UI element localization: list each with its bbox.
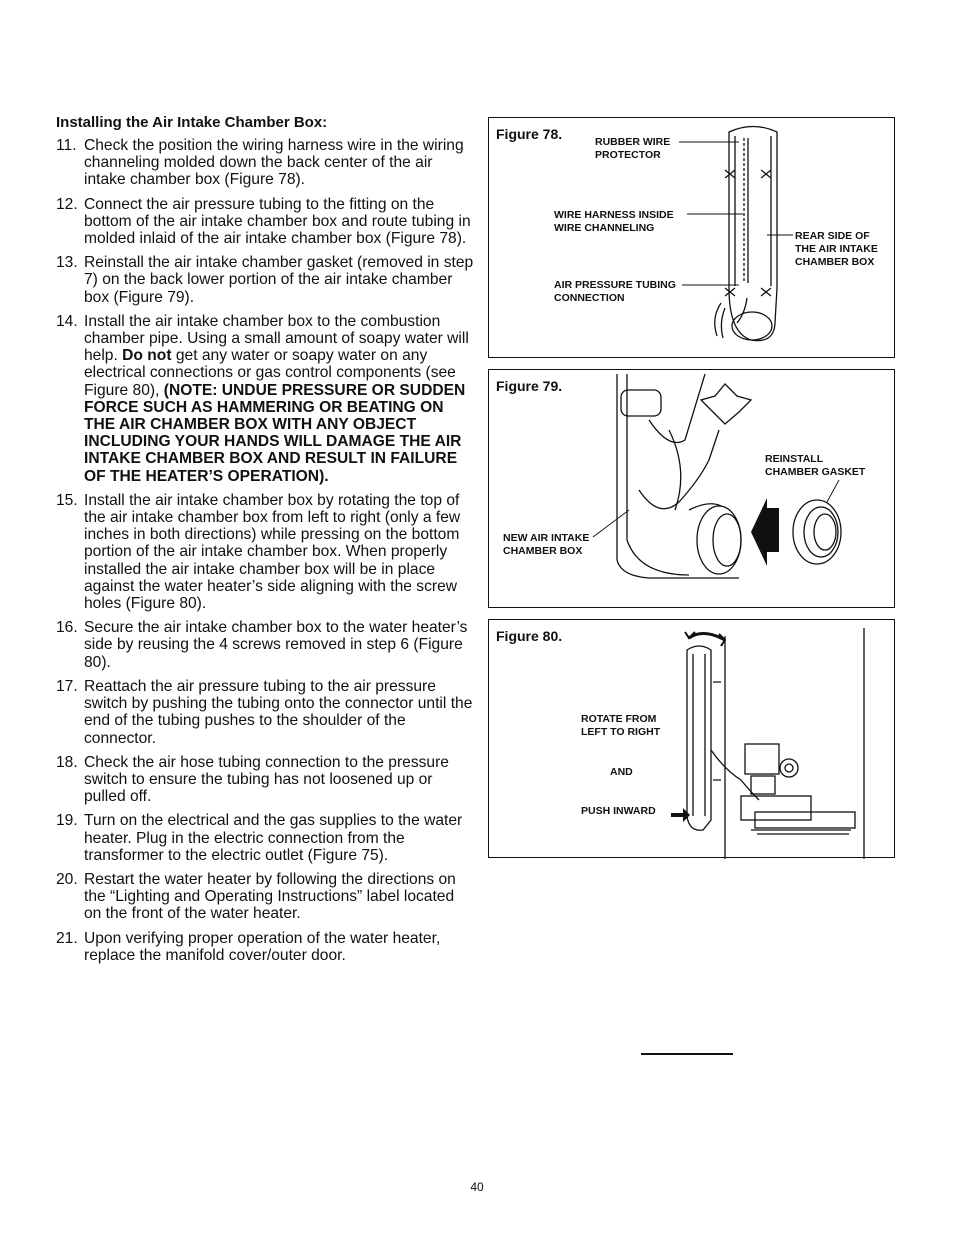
step-17 bbox=[56, 678, 474, 747]
step-number: 21. bbox=[56, 929, 78, 947]
instructions-column bbox=[56, 114, 474, 971]
step-15 bbox=[56, 492, 474, 612]
label-air-pressure-tubing: AIR PRESSURE TUBING CONNECTION bbox=[554, 279, 676, 304]
step-number: 17. bbox=[56, 677, 78, 695]
step-text: Check the position the wiring harness wire in the wiring channeling molded down the back center of the air intake chamber box (Figure 78). bbox=[84, 137, 464, 189]
step-18 bbox=[56, 754, 474, 806]
figure-title: Figure 78. bbox=[496, 126, 563, 142]
step-text: Turn on the electrical and the gas supplies to the water heater. Plug in the electric connection from the transformer to the electric outlet (Figure 75). bbox=[84, 812, 463, 864]
step-text: Install the air intake chamber box by rotating the top of the air intake chamber box from left to right (only a few inches in both directions) while pressing on the bottom portion of the air intake chamber box. When properly installed the air intake chamber box will be in place against the water heater’s side aligning with the screw holes (Figure 80). bbox=[84, 491, 461, 613]
step-12 bbox=[56, 196, 474, 248]
step-text: Secure the air intake chamber box to the water heater’s side by reusing the 4 screws removed in step 6 (Figure 80). bbox=[84, 619, 468, 671]
step-text: Restart the water heater by following the directions on the “Lighting and Operating Instructions” label located on the front of the water heater. bbox=[84, 870, 456, 923]
horizontal-rule bbox=[641, 1053, 733, 1055]
page-number: 40 bbox=[470, 1180, 484, 1194]
label-rubber-wire-protector: RUBBER WIRE PROTECTOR bbox=[595, 136, 671, 161]
step-text: Check the air hose tubing connection to the pressure switch to ensure the tubing has not loosened up or pulled off. bbox=[84, 753, 449, 806]
section-heading: Installing the Air Intake Chamber Box: bbox=[56, 114, 328, 131]
step-bold-do-not: Do not bbox=[122, 347, 172, 365]
step-13 bbox=[56, 254, 474, 306]
step-text: Connect the air pressure tubing to the fitting on the bottom of the air intake chamber box and route tubing in molded inlaid of the air intake chamber box (Figure 78). bbox=[84, 195, 471, 248]
step-note-warning: (NOTE: UNDUE PRESSURE OR SUDDEN FORCE SUCH AS HAMMERING OR BEATING ON THE AIR CHAMBER BOX WITH ANY OBJECT INCLUDING YOUR HANDS WILL DAMAGE THE AIR INTAKE CHAMBER BOX AND RESULT IN FAILURE OF THE HEATER’S OPERATION). bbox=[84, 381, 466, 485]
label-new-air-intake-box: NEW AIR INTAKE CHAMBER BOX bbox=[503, 532, 590, 557]
step-20 bbox=[56, 871, 474, 923]
step-16 bbox=[56, 619, 474, 671]
step-text-b: get any water or soapy water on any electrical connections or gas control components (see Figure 80), bbox=[84, 347, 456, 399]
step-text-a: Install the air intake chamber box to the combustion chamber pipe. Using a small amount of soapy water will help. bbox=[84, 312, 469, 365]
step-number: 12. bbox=[56, 195, 78, 213]
figure-79 bbox=[488, 369, 895, 608]
label-rear-side: REAR SIDE OF THE AIR INTAKE CHAMBER BOX bbox=[795, 230, 878, 268]
label-and: AND bbox=[610, 766, 633, 778]
step-number: 19. bbox=[56, 812, 78, 830]
step-number: 13. bbox=[56, 254, 78, 272]
chamber-gasket-illustration bbox=[489, 370, 896, 609]
figure-78 bbox=[488, 117, 895, 358]
step-number: 18. bbox=[56, 753, 78, 771]
label-wire-harness: WIRE HARNESS INSIDE WIRE CHANNELING bbox=[554, 209, 674, 234]
figure-title: Figure 80. bbox=[496, 628, 563, 644]
step-14 bbox=[56, 313, 474, 485]
install-rotation-illustration bbox=[489, 620, 896, 859]
steps-list bbox=[56, 137, 474, 964]
label-push-inward: PUSH INWARD bbox=[581, 805, 656, 817]
step-text: Reattach the air pressure tubing to the air pressure switch by pushing the tubing onto the connector until the end of the tubing pushes to the shoulder of the connector. bbox=[84, 677, 473, 747]
step-text: Upon verifying proper operation of the water heater, replace the manifold cover/outer door. bbox=[84, 929, 441, 964]
step-21 bbox=[56, 930, 474, 964]
label-reinstall-gasket: REINSTALL CHAMBER GASKET bbox=[765, 453, 866, 478]
step-text: Reinstall the air intake chamber gasket (removed in step 7) on the back lower portion of the air intake chamber box (Figure 79). bbox=[84, 254, 474, 306]
figure-title: Figure 79. bbox=[496, 378, 563, 394]
step-number: 14. bbox=[56, 312, 78, 330]
figure-80 bbox=[488, 619, 895, 858]
label-rotate: ROTATE FROM LEFT TO RIGHT bbox=[581, 713, 661, 738]
step-number: 15. bbox=[56, 491, 78, 509]
step-19 bbox=[56, 812, 474, 864]
step-11 bbox=[56, 137, 474, 189]
step-number: 20. bbox=[56, 870, 78, 888]
step-number: 16. bbox=[56, 619, 78, 637]
step-number: 11. bbox=[56, 137, 77, 154]
